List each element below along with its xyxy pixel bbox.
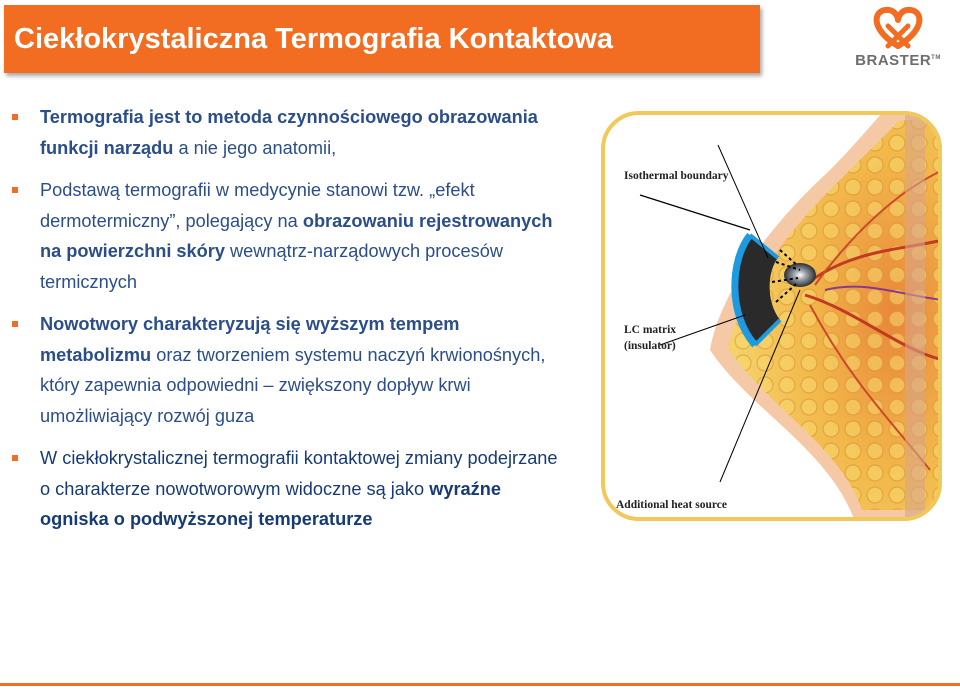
label-additional-heat-source: Additional heat source bbox=[616, 499, 727, 511]
bullet-text: a nie jego anatomii, bbox=[173, 137, 337, 158]
bullet-marker bbox=[12, 455, 18, 461]
bullet-text-bold: Nowotwory charakteryzują się wyższym tempem metabolizmu bbox=[40, 314, 460, 365]
bullet-text-bold: obrazowaniu rejestrowanych na powierzchni skóry bbox=[40, 210, 553, 261]
label-lc-matrix: LC matrix bbox=[624, 324, 677, 336]
bullet-marker bbox=[12, 187, 18, 193]
bullet-text: wewnątrz-narządowych procesów termicznych bbox=[40, 241, 503, 292]
heart-ribbon-icon bbox=[848, 6, 948, 52]
bullet-text-bold: Termografia jest to metoda czynnościowego obrazowania funkcji narządu bbox=[40, 107, 538, 158]
label-insulator: (insulator) bbox=[624, 340, 676, 352]
title-bar bbox=[4, 5, 760, 73]
bullet-item bbox=[10, 443, 570, 535]
bullet-text: W ciekłokrystalicznej termografii kontaktowej zmiany podejrzane o charakterze nowotworowym widoczne są jako bbox=[40, 448, 558, 499]
logo-wordmark: BRASTER™ bbox=[855, 52, 941, 69]
braster-logo bbox=[848, 6, 948, 72]
bottom-divider bbox=[0, 683, 960, 686]
bullet-text: Podstawą termografii w medycynie stanowi tzw. „efekt dermotermiczny”, polegający na bbox=[40, 180, 475, 231]
bullet-list bbox=[10, 102, 570, 547]
bullet-item bbox=[10, 309, 570, 431]
bullet-marker bbox=[12, 114, 18, 120]
label-isothermal-boundary: Isothermal boundary bbox=[624, 170, 729, 182]
breast-thermography-illustration bbox=[600, 110, 943, 522]
bullet-text: oraz tworzeniem systemu naczyń krwionośnych, który zapewnia odpowiedni – zwiększony dopływ krwi umożliwiający rozwój guza bbox=[40, 344, 546, 426]
bullet-item bbox=[10, 175, 570, 297]
slide-title: Ciekłokrystaliczna Termografia Kontaktowa bbox=[14, 23, 613, 55]
bullet-item bbox=[10, 102, 570, 163]
bullet-marker bbox=[12, 321, 18, 327]
bullet-text-bold: wyraźne ogniska o podwyższonej temperaturze bbox=[40, 478, 501, 529]
